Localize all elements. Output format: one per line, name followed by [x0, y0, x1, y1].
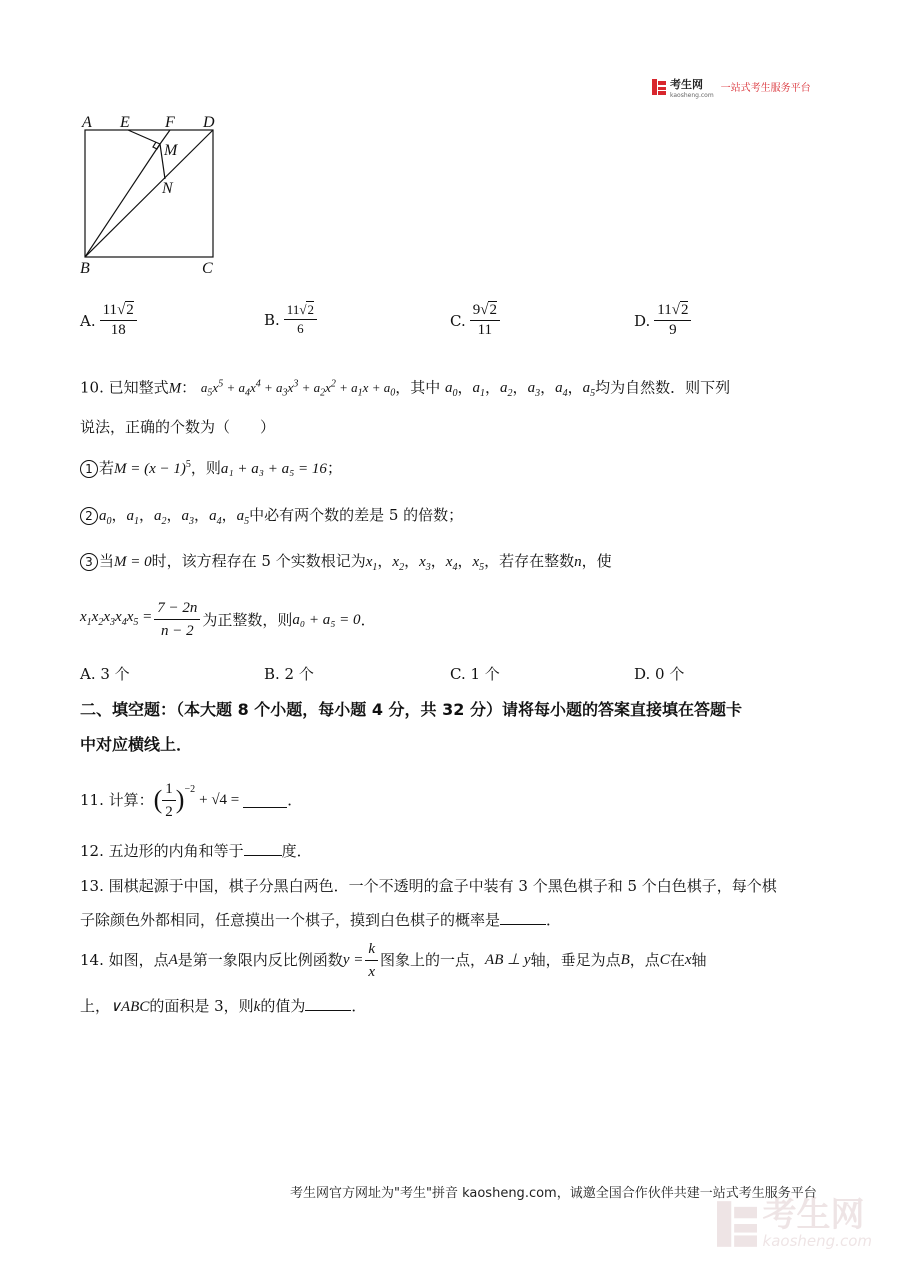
- label-e: E: [120, 114, 130, 131]
- q10-option-d[interactable]: D. 0 个: [634, 665, 685, 683]
- q13-line2: 子除颜色外都相同，任意摸出一个棋子，摸到白色棋子的概率是 ．: [80, 911, 562, 929]
- fraction: $\frac{9√2}{11}$: [470, 302, 500, 339]
- q14-line2: 上，∨ABC的面积是 3，则k的值为 ．: [80, 997, 367, 1015]
- kaosheng-logo-icon: [652, 79, 666, 95]
- segment-bm: [85, 144, 160, 257]
- brand-name: 考生网: [670, 78, 703, 91]
- brand-header: [652, 74, 811, 99]
- label-f: F: [165, 114, 175, 131]
- q10-option-a[interactable]: A. 3 个: [80, 665, 130, 683]
- section-2-heading-cont: 中对应横线上．: [80, 735, 193, 754]
- q10-statement-2: 2 $a_0$，$a_1$，$a_2$，$a_3$，$a_4$，$a_5$中必有两个数的差是 5 的倍数；: [80, 505, 463, 532]
- fraction: $\frac{11√2}{9}$: [654, 302, 691, 339]
- q10-line1: 10. 已知整式M： $a_5x^5 + a_4x^4 + a_3x^3 + a_2x^2 + a_1x + a_0$，其中 $a_0$，$a_1$，$a_2$，$a_3$，$a_4$，$a_5$均为自然数．则下列: [80, 378, 731, 400]
- q13-line1: 13. 围棋起源于中国，棋子分黑白两色．一个不透明的盒子中装有 3 个黑色棋子和 5 个白色棋子，每个棋: [80, 877, 777, 895]
- q10-statement-1: 1 若$M = (x - 1)^5$，则a₁ + a₃ + a₅ = 16；: [80, 455, 342, 479]
- watermark-name: 考生网: [762, 1195, 865, 1235]
- label-a: A: [82, 114, 92, 131]
- square-figure: [76, 108, 226, 280]
- label-c: C: [202, 260, 213, 277]
- watermark: [717, 1195, 872, 1250]
- footer-text: 考生网官方网址为"考生"拼音 kaosheng.com，诚邀全国合作伙伴共建一站式考生服务平台: [290, 1186, 817, 1201]
- answer-blank[interactable]: [244, 841, 282, 856]
- q9-choice-d[interactable]: D. $\frac{11√2}{9}$: [634, 302, 691, 339]
- watermark-site: kaosheng.com: [762, 1232, 872, 1250]
- fraction: $\frac{k}{x}$: [365, 939, 378, 982]
- q12: 12. 五边形的内角和等于 度．: [80, 842, 312, 860]
- label-m: M: [164, 142, 178, 159]
- answer-blank[interactable]: [243, 793, 287, 808]
- kaosheng-watermark-icon: [717, 1201, 757, 1247]
- q10-statement-3: 3 当M = 0时，该方程存在 5 个实数根记为$x_1$，$x_2$，$x_3$，$x_4$，$x_5$，若存在整数n，使: [80, 551, 612, 578]
- q10-statement-3-cont: $x_1x_2x_3x_4x_5$ = $\frac{7 - 2n}{n - 2}$ 为正整数，则 a₀ + a₅ = 0 ．: [80, 600, 376, 639]
- q10-option-c[interactable]: C. 1 个: [450, 665, 500, 683]
- segment-em: [128, 130, 160, 144]
- q9-choices: [80, 302, 800, 352]
- diagonal-bd: [85, 130, 213, 257]
- answer-blank[interactable]: [500, 910, 546, 925]
- q10-line2: 说法，正确的个数为（ ）: [80, 418, 276, 436]
- q11: 11. 计算： ( $\frac{1}{2}$ ) $^{-2}$ + √4 = ．: [80, 780, 303, 820]
- label-n: N: [162, 180, 173, 197]
- label-d: D: [203, 114, 215, 131]
- fraction: $\frac{11√2}{18}$: [100, 302, 137, 339]
- q14-line1: 14. 如图，点 A 是第一象限内反比例函数 y = $\frac{k}{x}$ 图象上的一点， AB ⊥ y 轴，垂足为点 B ，点 C 在 x 轴: [80, 940, 707, 980]
- fraction: $\frac{11√2}{6}$: [284, 302, 317, 337]
- q10-option-b[interactable]: B. 2 个: [264, 665, 314, 683]
- q9-choice-a[interactable]: A. $\frac{11√2}{18}$: [80, 302, 137, 339]
- answer-blank[interactable]: [305, 996, 351, 1011]
- brand-site: kaosheng.com: [670, 92, 714, 99]
- fraction: $\frac{7 - 2n}{n - 2}$: [154, 598, 200, 641]
- section-2-heading: 二、填空题：（本大题 8 个小题，每小题 4 分，共 32 分）请将每小题的答案直接填在答题卡: [80, 700, 742, 719]
- fraction: $\frac{1}{2}$: [162, 779, 176, 822]
- brand-slogan: 一站式考生服务平台: [720, 83, 811, 94]
- q9-choice-c[interactable]: C. $\frac{9√2}{11}$: [450, 302, 500, 339]
- q9-choice-b[interactable]: B. $\frac{11√2}{6}$: [264, 302, 317, 337]
- label-b: B: [80, 260, 90, 277]
